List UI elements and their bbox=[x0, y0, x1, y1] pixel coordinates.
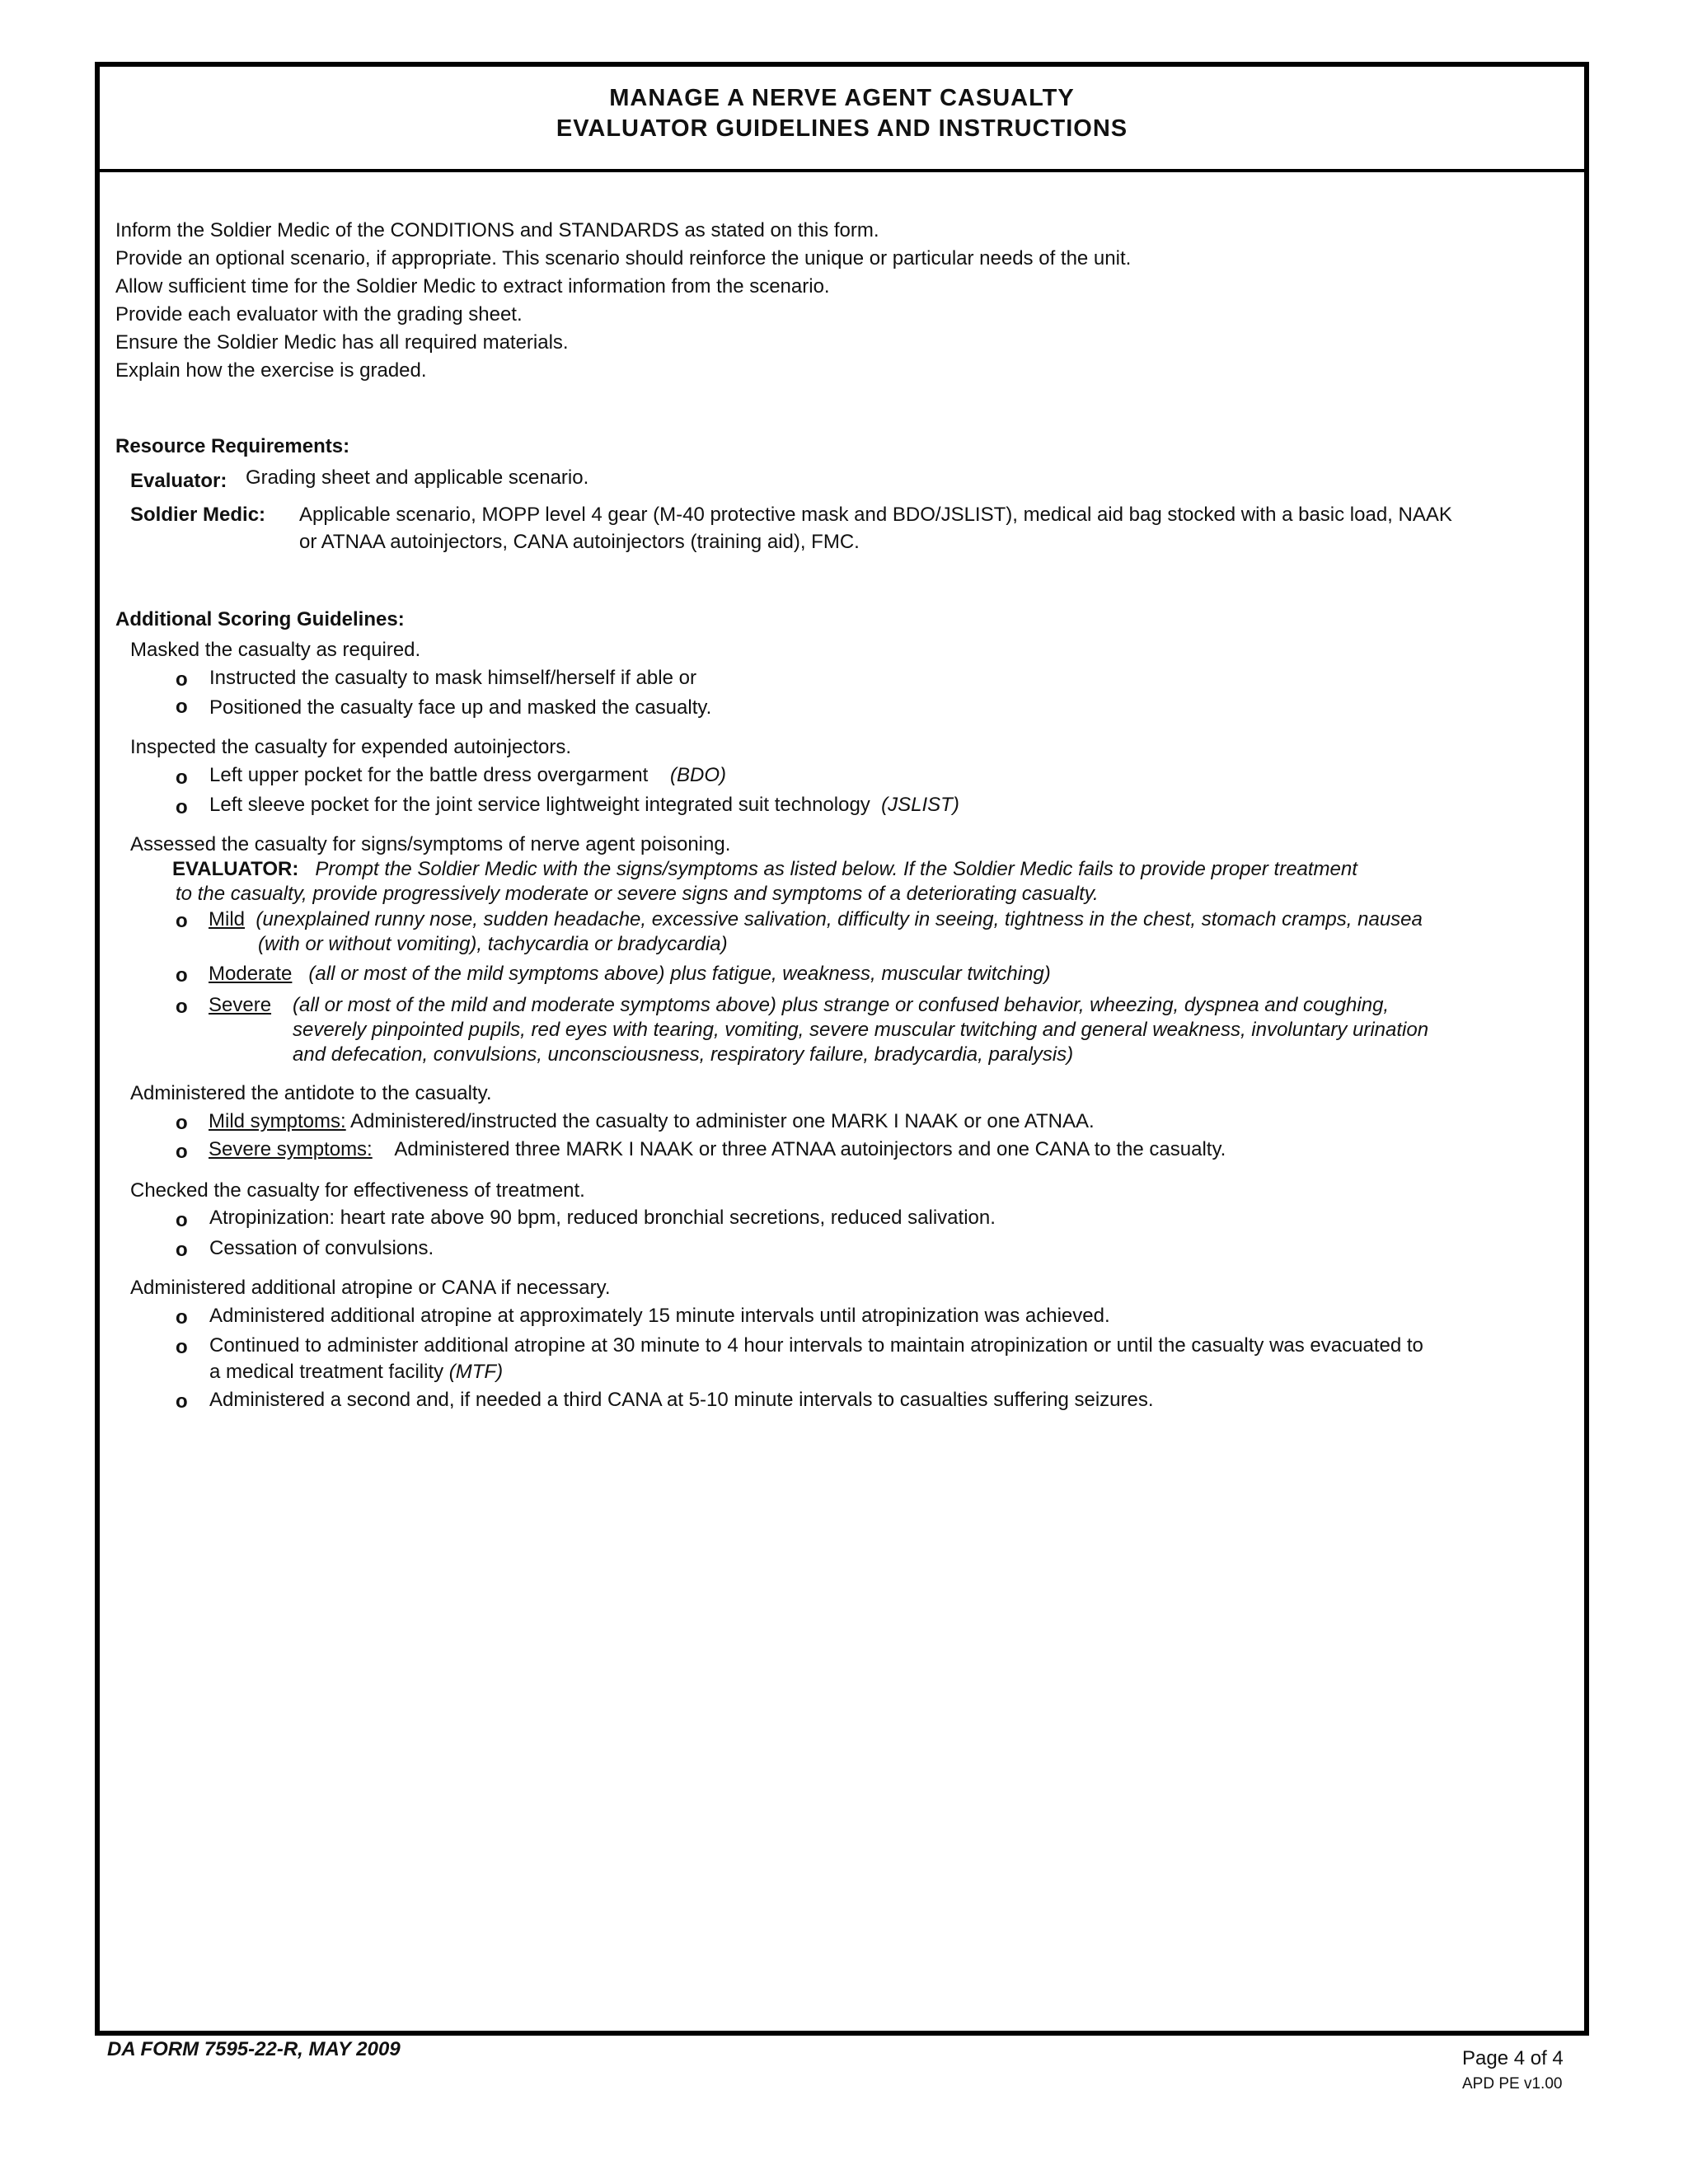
scoring-note: (MTF) bbox=[448, 1361, 504, 1383]
bullet-icon: o bbox=[176, 996, 188, 1018]
scoring-bullet: Left sleeve pocket for the joint service lightweight integrated suit technology (JSLIST) bbox=[209, 794, 959, 816]
bullet-icon: o bbox=[176, 766, 188, 789]
bullet-icon: o bbox=[176, 1306, 188, 1329]
evaluator-label: Evaluator: bbox=[130, 470, 227, 492]
scoring-bullet: Instructed the casualty to mask himself/herself if able or bbox=[209, 667, 696, 689]
antidote-severe: Severe symptoms: Administered three MARK I NAAK or three ATNAA autoinjectors and one CANA to the casualty. bbox=[209, 1138, 1226, 1160]
symptom-moderate: Moderate (all or most of the mild symptoms above) plus fatigue, weakness, muscular twitching) bbox=[209, 963, 1051, 985]
scoring-bullet: Atropinization: heart rate above 90 bpm, reduced bronchial secretions, reduced salivation. bbox=[209, 1207, 996, 1229]
symptom-severe: severely pinpointed pupils, red eyes with tearing, vomiting, severe muscular twitching and general weakness, involuntary urination bbox=[293, 1019, 1429, 1041]
scoring-item-title: Checked the casualty for effectiveness of treatment. bbox=[130, 1179, 585, 1202]
scoring-item-title: Assessed the casualty for signs/symptoms of nerve agent poisoning. bbox=[130, 833, 731, 855]
intro-line: Inform the Soldier Medic of the CONDITIONS and STANDARDS as stated on this form. bbox=[115, 219, 879, 241]
bullet-icon: o bbox=[176, 1141, 188, 1163]
resource-heading: Resource Requirements: bbox=[115, 435, 350, 457]
scoring-bullet: Left upper pocket for the battle dress overgarment (BDO) bbox=[209, 764, 726, 786]
scoring-note: (JSLIST) bbox=[881, 794, 959, 816]
page-number: Page 4 of 4 bbox=[1462, 2047, 1564, 2069]
form-title: MANAGE A NERVE AGENT CASUALTY bbox=[609, 85, 1075, 111]
scoring-item-title: Inspected the casualty for expended autoinjectors. bbox=[130, 736, 572, 758]
scoring-bullet-cont: a medical treatment facility (MTF) bbox=[209, 1361, 504, 1383]
intro-line: Ensure the Soldier Medic has all required materials. bbox=[115, 331, 569, 354]
scoring-item-title: Masked the casualty as required. bbox=[130, 639, 421, 661]
intro-line: Provide an optional scenario, if appropriate. This scenario should reinforce the unique or particular needs of the unit. bbox=[115, 247, 1132, 269]
intro-line: Provide each evaluator with the grading sheet. bbox=[115, 303, 523, 326]
scoring-item-title: Administered the antidote to the casualty. bbox=[130, 1082, 492, 1104]
bullet-icon: o bbox=[176, 1112, 188, 1134]
bullet-icon: o bbox=[176, 796, 188, 818]
symptom-severe-label: Severe bbox=[209, 994, 272, 1016]
scoring-heading: Additional Scoring Guidelines: bbox=[115, 608, 405, 630]
bullet-icon: o bbox=[176, 1336, 188, 1358]
bullet-icon: o bbox=[176, 964, 188, 987]
symptom-severe: (all or most of the mild and moderate symptoms above) plus strange or confused behavior, wheezing, dyspnea and coughing, bbox=[293, 994, 1390, 1016]
symptom-mild-cont: (with or without vomiting), tachycardia or bradycardia) bbox=[258, 933, 728, 955]
antidote-mild: Mild symptoms: Administered/instructed the casualty to administer one MARK I NAAK or one ATNAA. bbox=[209, 1110, 1095, 1132]
form-version: APD PE v1.00 bbox=[1462, 2075, 1563, 2093]
evaluator-note: EVALUATOR: Prompt the Soldier Medic with the signs/symptoms as listed below. If the Soldier Medic fails to provide proper treatment bbox=[172, 858, 1357, 880]
scoring-bullet: Positioned the casualty face up and masked the casualty. bbox=[209, 696, 712, 719]
scoring-bullet: Administered a second and, if needed a third CANA at 5-10 minute intervals to casualties suffering seizures. bbox=[209, 1389, 1154, 1411]
medic-label: Soldier Medic: bbox=[130, 504, 266, 526]
medic-text: Applicable scenario, MOPP level 4 gear (M-40 protective mask and BDO/JSLIST), medical aid bag stocked with a basic load, NAAK bbox=[299, 504, 1452, 526]
symptom-mild: Mild (unexplained runny nose, sudden headache, excessive salivation, difficulty in seeing, tightness in the chest, stomach cramps, nausea bbox=[209, 908, 1423, 930]
symptom-severe: and defecation, convulsions, unconsciousness, respiratory failure, bradycardia, paralysis) bbox=[293, 1043, 1074, 1066]
form-subtitle: EVALUATOR GUIDELINES AND INSTRUCTIONS bbox=[556, 115, 1128, 142]
scoring-note: (BDO) bbox=[669, 764, 726, 786]
bullet-icon: o bbox=[176, 668, 188, 691]
bullet-icon: o bbox=[176, 1390, 188, 1413]
form-id: DA FORM 7595-22-R, MAY 2009 bbox=[107, 2038, 401, 2060]
medic-text: or ATNAA autoinjectors, CANA autoinjectors (training aid), FMC. bbox=[299, 531, 860, 553]
scoring-bullet: Administered additional atropine at approximately 15 minute intervals until atropinization was achieved. bbox=[209, 1305, 1110, 1327]
intro-line: Explain how the exercise is graded. bbox=[115, 359, 427, 382]
scoring-bullet: Cessation of convulsions. bbox=[209, 1237, 434, 1259]
bullet-icon: o bbox=[176, 910, 188, 932]
bullet-icon: o bbox=[176, 1209, 188, 1231]
scoring-item-title: Administered additional atropine or CANA if necessary. bbox=[130, 1277, 611, 1299]
form-header bbox=[100, 67, 1584, 172]
bullet-icon: o bbox=[176, 1239, 188, 1261]
evaluator-text: Grading sheet and applicable scenario. bbox=[246, 466, 589, 489]
bullet-icon: o bbox=[176, 696, 188, 718]
intro-line: Allow sufficient time for the Soldier Medic to extract information from the scenario. bbox=[115, 275, 830, 298]
scoring-bullet: Continued to administer additional atropine at 30 minute to 4 hour intervals to maintain atropinization or until the casualty was evacuated to bbox=[209, 1334, 1423, 1357]
evaluator-note: to the casualty, provide progressively moderate or severe signs and symptoms of a deteriorating casualty. bbox=[176, 883, 1099, 905]
